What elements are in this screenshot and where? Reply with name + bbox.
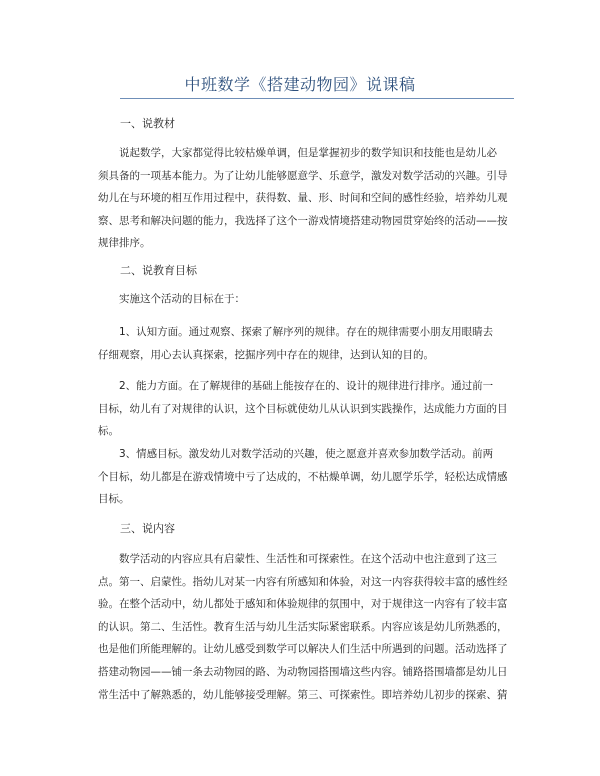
section-heading-teaching-material: 一、说教材 xyxy=(120,117,175,130)
text-line: 目标，幼儿有了对规律的认识，这个目标就使幼儿从认识到实践操作，达成能力方面的目 xyxy=(98,402,508,415)
text-line: 目标。 xyxy=(98,493,130,506)
text-line: 须具备的一项基本能力。为了让幼儿能够愿意学、乐意学，激发对数学活动的兴趣。引导 xyxy=(98,169,508,182)
text-line: 标。 xyxy=(98,425,119,438)
paragraph-content xyxy=(98,548,518,706)
text-line: 个目标，幼儿都是在游戏情境中亏了达成的，不枯燥单调，幼儿愿学乐学，轻松达成情感 xyxy=(98,470,508,483)
text-line: 说起数学，大家都觉得比较枯燥单调，但是掌握初步的数学知识和技能也是幼儿必 xyxy=(119,147,497,159)
text-line: 实施这个活动的目标在于： xyxy=(119,293,245,305)
text-line: 幼儿在与环境的相互作用过程中，获得数、量、形、时间和空间的感性经验，培养幼儿观 xyxy=(98,192,508,205)
paragraph-goal-cognitive xyxy=(98,321,518,366)
paragraph-goals-intro xyxy=(98,288,518,311)
paragraph-goal-ability xyxy=(98,375,518,443)
text-line: 搭建动物园——铺一条去动物园的路、为动物园搭围墙这些内容。铺路搭围墙都是幼儿日 xyxy=(98,665,508,678)
text-line: 常生活中了解熟悉的，幼儿能够接受理解。第三、可探索性。即培养幼儿初步的探索、猜 xyxy=(98,688,508,701)
text-line: 仔细观察，用心去认真探索，挖掘序列中存在的规律，达到认知的目的。 xyxy=(98,348,434,361)
text-line: 察、思考和解决问题的能力，我选择了这个一游戏情境搭建动物园贯穿始终的活动——按 xyxy=(98,214,508,227)
section-heading-content: 三、说内容 xyxy=(120,522,175,535)
text-line: 的认识。第二、生活性。教育生活与幼儿生活实际紧密联系。内容应该是幼儿所熟悉的， xyxy=(98,620,508,633)
text-line: 2、能力方面。在了解规律的基础上能按存在的、设计的规律进行排序。通过前一 xyxy=(119,380,494,392)
text-line: 规律排序。 xyxy=(98,237,151,250)
paragraph-goal-emotion xyxy=(98,443,518,511)
text-line: 3、情感目标。激发幼儿对数学活动的兴趣，使之愿意并喜欢参加数学活动。前两 xyxy=(119,448,494,460)
text-line: 也是他们所能理解的。让幼儿感受到数学可以解决人们生活中所遇到的问题。活动选择了 xyxy=(98,643,508,656)
text-line: 验。在整个活动中，幼儿都处于感知和体验规律的氛围中，对于规律这一内容有了较丰富 xyxy=(98,598,508,611)
section-heading-education-goals: 二、说教育目标 xyxy=(120,264,197,277)
text-line: 点。第一、启蒙性。指幼儿对某一内容有所感知和体验，对这一内容获得较丰富的感性经 xyxy=(98,575,508,588)
text-line: 数学活动的内容应具有启蒙性、生活性和可探索性。在这个活动中也注意到了这三 xyxy=(119,553,497,565)
paragraph-teaching-material xyxy=(98,142,518,255)
page-title: 中班数学《搭建动物园》说课稿 xyxy=(184,75,416,94)
text-line: 1、认知方面。通过观察、探索了解序列的规律。存在的规律需要小朋友用眼睛去 xyxy=(119,326,494,338)
title-underline xyxy=(120,98,514,99)
